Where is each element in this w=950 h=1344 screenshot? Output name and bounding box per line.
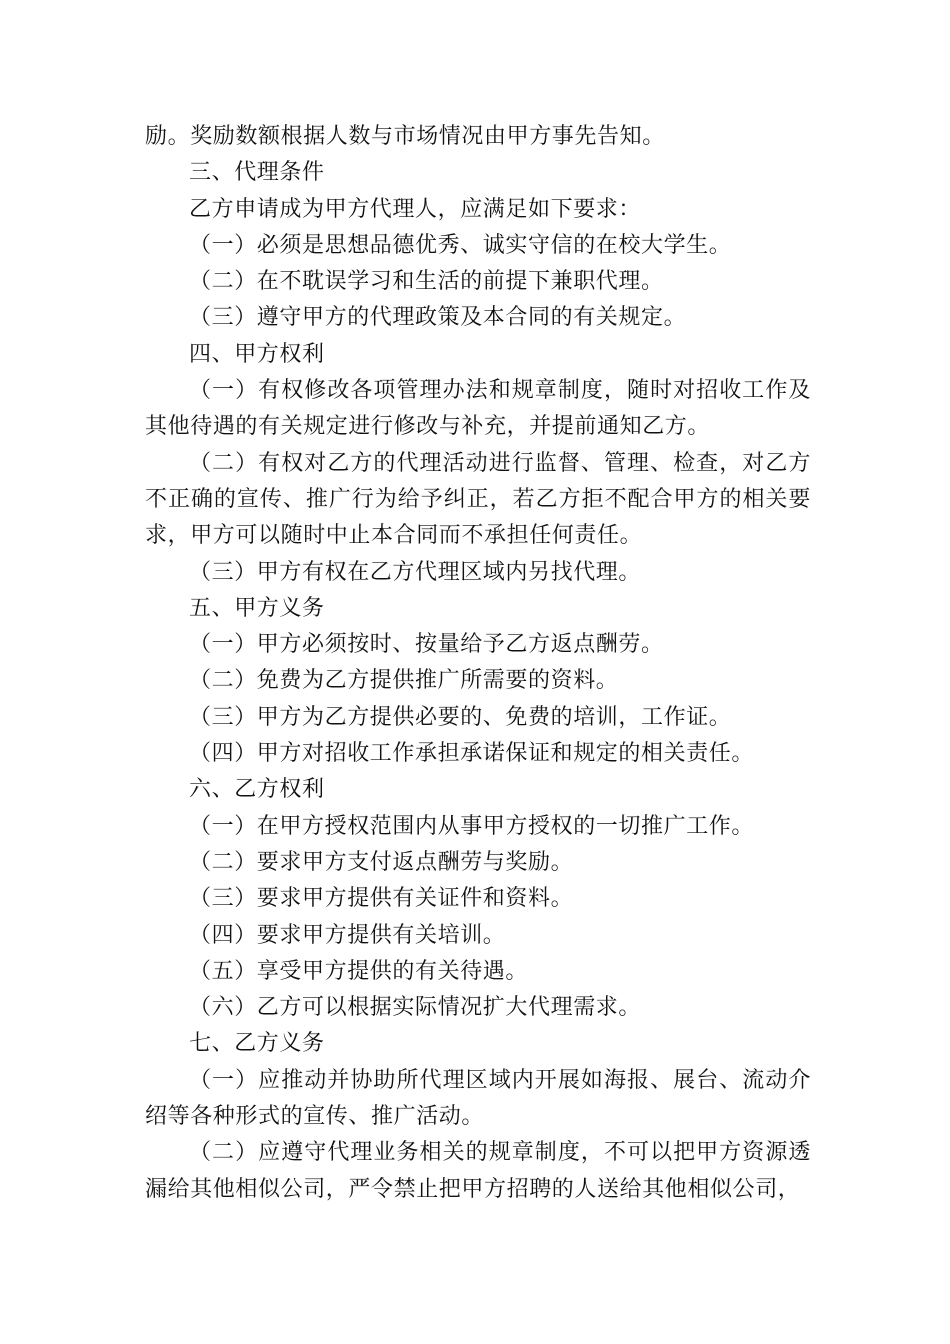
section-heading-party-a-rights: 四、甲方权利 — [189, 341, 325, 367]
paragraph-continuation: 励。奖励数额根据人数与市场情况由甲方事先告知。 — [145, 124, 665, 149]
list-item: （三）甲方为乙方提供必要的、免费的培训，工作证。 — [189, 704, 732, 730]
section-heading-party-a-obligations: 五、甲方义务 — [189, 595, 325, 621]
list-item: （三）要求甲方提供有关证件和资料。 — [189, 886, 574, 912]
list-item: （三）遵守甲方的代理政策及本合同的有关规定。 — [189, 305, 687, 331]
list-item: （四）要求甲方提供有关培训。 — [189, 922, 506, 948]
list-item: （二）在不耽误学习和生活的前提下兼职代理。 — [189, 269, 664, 295]
list-item: （三）甲方有权在乙方代理区域内另找代理。 — [189, 559, 642, 585]
section-heading-party-b-obligations: 七、乙方义务 — [189, 1031, 325, 1057]
list-item: （二）应遵守代理业务相关的规章制度，不可以把甲方资源透漏给其他相似公司，严令禁止把甲方招聘的人送给其他相似公司， — [145, 1140, 811, 1202]
paragraph: 乙方申请成为甲方代理人，应满足如下要求： — [189, 196, 642, 222]
list-item: （二）免费为乙方提供推广所需要的资料。 — [189, 668, 619, 694]
list-item: （一）应推动并协助所代理区域内开展如海报、展台、流动介绍等各种形式的宣传、推广活动。 — [145, 1067, 811, 1130]
list-item: （二）有权对乙方的代理活动进行监督、管理、检查，对乙方不正确的宣传、推广行为给予纠正，若乙方拒不配合甲方的相关要求，甲方可以随时中止本合同而不承担任何责任。 — [145, 450, 811, 549]
list-item: （一）有权修改各项管理办法和规章制度，随时对招收工作及其他待遇的有关规定进行修改与补充，并提前通知乙方。 — [145, 378, 811, 440]
list-item: （二）要求甲方支付返点酬劳与奖励。 — [189, 849, 574, 875]
list-item: （五）享受甲方提供的有关待遇。 — [189, 958, 529, 984]
list-item: （一）在甲方授权范围内从事甲方授权的一切推广工作。 — [189, 813, 755, 839]
list-item: （一）必须是思想品德优秀、诚实守信的在校大学生。 — [189, 232, 732, 258]
list-item: （一）甲方必须按时、按量给予乙方返点酬劳。 — [189, 632, 664, 658]
section-heading-party-b-rights: 六、乙方权利 — [189, 777, 325, 803]
list-item: （六）乙方可以根据实际情况扩大代理需求。 — [189, 995, 642, 1021]
document-body — [145, 119, 811, 1208]
list-item: （四）甲方对招收工作承担承诺保证和规定的相关责任。 — [189, 741, 755, 767]
section-heading-agency-conditions: 三、代理条件 — [189, 160, 325, 186]
